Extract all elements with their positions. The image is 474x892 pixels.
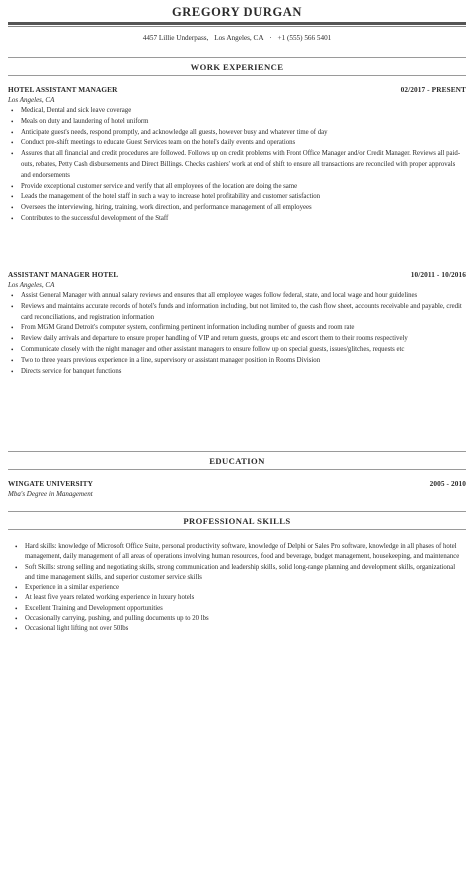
job-header [8, 85, 466, 95]
list-item: • At least five years related working experience in luxury hotels [8, 593, 466, 603]
section-divider [8, 529, 466, 530]
list-item: • Provide exceptional customer service and verify that all employees of the location are doing the same [8, 182, 466, 193]
education-dates: 2005 - 2010 [429, 479, 466, 488]
list-item: • Hard skills: knowledge of Microsoft Office Suite, personal productivity software, knowledge of Delphi or Sales Pro software, knowledge in all phases of hotel management, daily management of all areas of operations involving human resources, food and beverage, budget management, housekeeping, and maintenance [8, 542, 466, 563]
skills-list [8, 542, 466, 635]
list-item: • Meals on duty and laundering of hotel uniform [8, 117, 466, 128]
job-location: Los Angeles, CA [8, 281, 55, 289]
list-item: • Soft Skills: strong selling and negotiating skills, strong communication and leadership skills, solid long-range planning and development skills, organizational and time management skills, and superior customer service skills [8, 563, 466, 584]
list-item: • Anticipate guest's needs, respond promptly, and acknowledge all guests, however busy and whatever time of day [8, 128, 466, 139]
job-duties-list [8, 106, 466, 225]
section-divider [8, 57, 466, 58]
section-divider [8, 511, 466, 512]
job-dates: 02/2017 - PRESENT [400, 85, 466, 94]
header-divider-thin [8, 26, 466, 27]
list-item: • Excellent Training and Development opportunities [8, 604, 466, 614]
section-professional-skills [8, 511, 466, 530]
degree: Mba's Degree in Management [8, 490, 93, 498]
section-education [8, 451, 466, 470]
list-item: • Communicate closely with the night manager and other assistant managers to ensure follow up on special guests, issues/glitches, requests etc [8, 345, 466, 356]
list-item: • Occasionally carrying, pushing, and pulling documents up to 20 lbs [8, 614, 466, 624]
section-title: WORK EXPERIENCE [190, 62, 284, 72]
contact-phone: +1 (555) 566 5401 [277, 34, 332, 42]
section-title: PROFESSIONAL SKILLS [183, 516, 291, 526]
list-item: • Assures that all financial and credit procedures are followed. Follows up on credit problems with Front Office Manager and/or Credit Manager. Reviews all paid-outs, rebates, Petty Cash disbursements and Direct Billings. Checks cashiers' work at end of shift to ensure all transactions are reconciled with proper approvals and endorsements [8, 149, 466, 181]
list-item: • Leads the management of the hotel staff in such a way to increase hotel profitability and customer satisfaction [8, 192, 466, 203]
job-dates: 10/2011 - 10/2016 [410, 270, 466, 279]
section-divider [8, 75, 466, 76]
skills-entry [8, 541, 466, 635]
list-item: • Reviews and maintains accurate records of hotel's funds and information including, but not limited to, the cash flow sheet, accounts receivable and payable, credit card reconciliations, and registration information [8, 302, 466, 324]
education-entry [8, 479, 466, 499]
school-name: WINGATE UNIVERSITY [8, 479, 93, 488]
job-duties-list [8, 291, 466, 377]
education-header [8, 479, 466, 489]
list-item: • Directs service for banquet functions [8, 367, 466, 378]
list-item: • Oversees the interviewing, hiring, training, work direction, and performance management of all employees [8, 203, 466, 214]
job-location: Los Angeles, CA [8, 96, 55, 104]
list-item: • From MGM Grand Detroit's computer system, confirming pertinent information including number of guests and room rate [8, 323, 466, 334]
job-title: ASSISTANT MANAGER HOTEL [8, 270, 119, 279]
job-entry [8, 85, 466, 225]
list-item: • Medical, Dental and sick leave coverage [8, 106, 466, 117]
header-divider-thick [8, 22, 466, 25]
list-item: • Two to three years previous experience in a line, supervisory or assistant manager position in Rooms Division [8, 356, 466, 367]
job-header [8, 270, 466, 280]
section-divider [8, 451, 466, 452]
job-title: HOTEL ASSISTANT MANAGER [8, 85, 118, 94]
name-header [8, 4, 466, 27]
list-item: • Assist General Manager with annual salary reviews and ensures that all employee wages follow federal, state, and local wage and hour guidelines [8, 291, 466, 302]
list-item: • Review daily arrivals and departure to ensure proper handling of VIP and return guests, groups etc and escort them to their rooms respectively [8, 334, 466, 345]
section-title: EDUCATION [209, 456, 265, 466]
list-item: • Contributes to the successful development of the Staff [8, 214, 466, 225]
section-divider [8, 469, 466, 470]
contact-separator: · [269, 34, 272, 42]
contact-line [0, 33, 474, 43]
list-item: • Occasional light lifting not over 50lbs [8, 624, 466, 634]
contact-address: 4457 Lillie Underpass, [142, 34, 209, 42]
list-item: • Experience in a similar experience [8, 583, 466, 593]
section-work-experience [8, 57, 466, 76]
list-item: • Conduct pre-shift meetings to educate Guest Services team on the hotel's daily events and operations [8, 138, 466, 149]
candidate-name: GREGORY DURGAN [171, 5, 303, 19]
job-entry [8, 270, 466, 377]
contact-city: Los Angeles, CA [214, 34, 264, 42]
